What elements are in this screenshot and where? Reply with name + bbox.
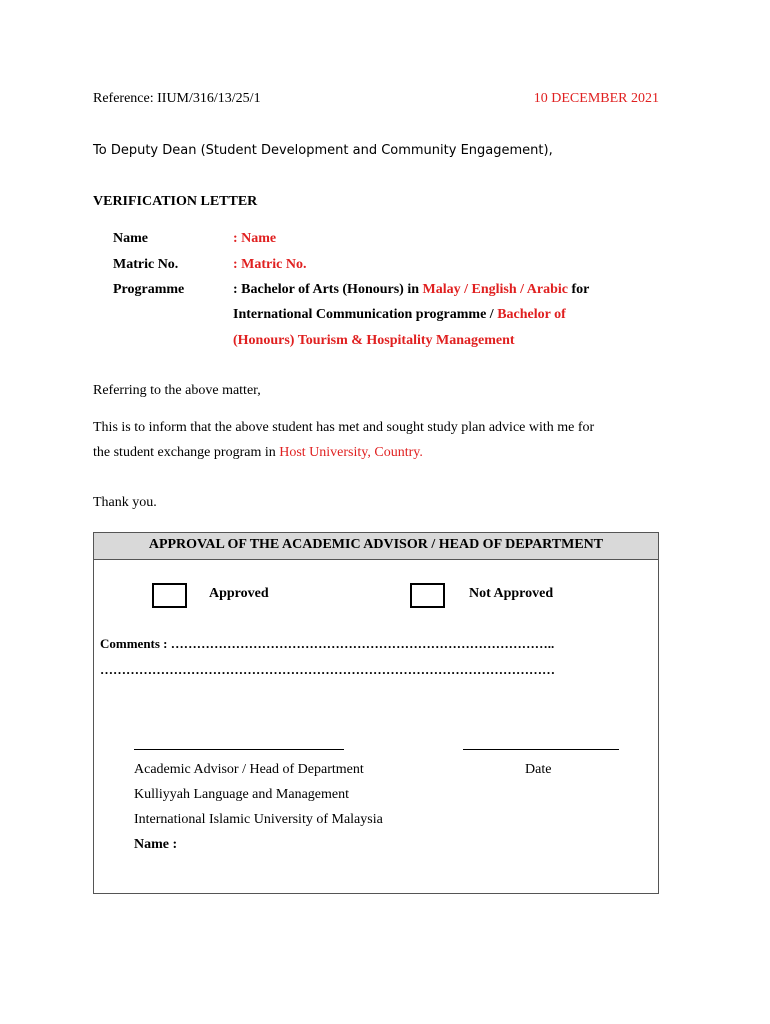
approved-label: Approved [209,586,269,601]
name-label: Name [113,231,148,246]
approval-title: APPROVAL OF THE ACADEMIC ADVISOR / HEAD OF DEPARTMENT [94,533,658,560]
programme-alt-2: (Honours) Tourism & Hospitality Management [233,333,515,348]
university-name: International Islamic University of Malaysia [134,812,383,827]
date-label: Date [525,762,552,777]
programme-label: Programme [113,282,185,297]
matric-label: Matric No. [113,257,179,272]
date-line [463,749,619,750]
programme-for: for [571,282,590,297]
programme-languages: Malay / English / Arabic [422,282,568,297]
comments-label[interactable]: Comments : …………………………………………………………………………….. [100,636,555,651]
comments-line-2[interactable]: …………………………………………………………………………………………… [100,662,555,677]
inform-line-1: This is to inform that the above student has met and sought study plan advice with me for [93,420,595,435]
thank-you: Thank you. [93,495,157,510]
inform-prefix: the student exchange program in [93,445,276,460]
not-approved-label: Not Approved [469,586,554,601]
approval-box [93,532,659,894]
referring-text: Referring to the above matter, [93,383,261,398]
host-university: Host University, Country. [279,445,423,460]
approved-checkbox[interactable] [152,583,187,608]
programme-line-2 [233,307,566,323]
inform-line-2 [93,445,423,461]
salutation: To Deputy Dean (Student Development and Community Engagement), [93,143,553,158]
letter-title: VERIFICATION LETTER [93,194,258,209]
name-value: : Name [233,231,277,246]
signatory-role: Academic Advisor / Head of Department [134,762,364,777]
signature-line [134,749,344,750]
not-approved-checkbox[interactable] [410,583,445,608]
advisor-name-label: Name : [134,837,178,852]
programme-alt-1: Bachelor of [497,307,566,322]
programme-line2-text: International Communication programme / [233,307,494,322]
kulliyyah-name: Kulliyyah Language and Management [134,787,349,802]
letter-date: 10 DECEMBER 2021 [533,91,659,106]
programme-line-1 [233,282,589,298]
programme-prefix: : Bachelor of Arts (Honours) in [233,282,420,297]
matric-value: : Matric No. [233,257,307,272]
reference-number: Reference: IIUM/316/13/25/1 [93,91,261,106]
